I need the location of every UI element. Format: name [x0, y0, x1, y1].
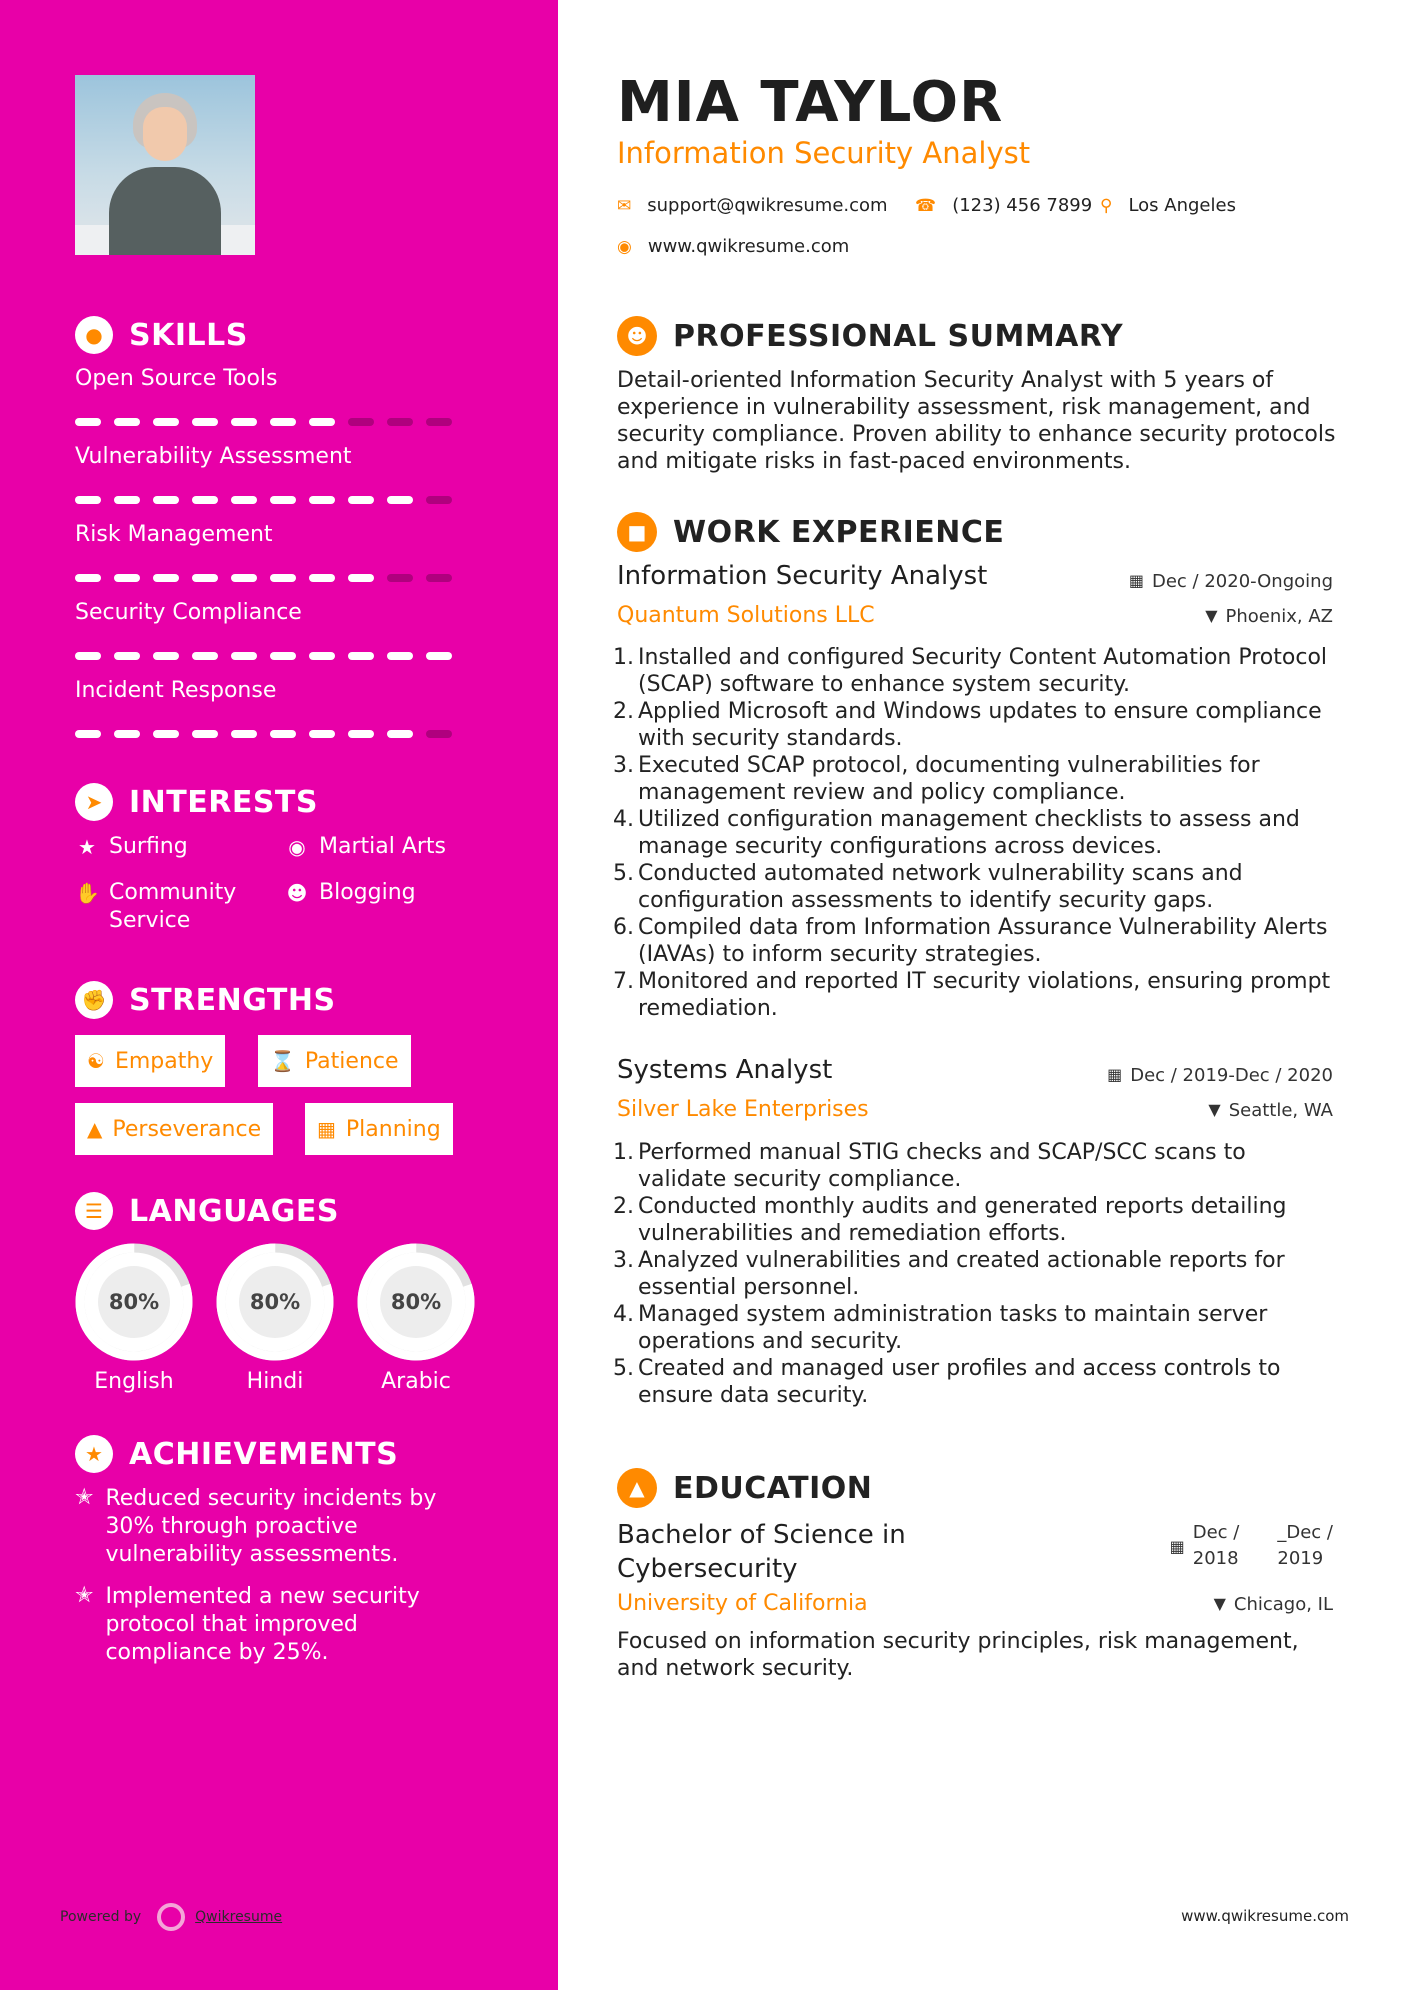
job-bullet [610, 752, 1340, 806]
skill-level-dot [426, 652, 452, 660]
job-location [1205, 606, 1333, 627]
experience-title: WORK EXPERIENCE [673, 514, 1005, 550]
skill-level-bar [75, 496, 452, 504]
job-bullet [610, 860, 1340, 914]
language-name: Hindi [246, 1369, 304, 1394]
hourglass-icon: ⌛ [270, 1049, 295, 1073]
calendar-icon: ▦ [1169, 1537, 1185, 1556]
education-end-year: 2019 [1277, 1548, 1324, 1569]
job-dates-text: Dec / 2019-Dec / 2020 [1130, 1065, 1333, 1086]
skill-level-dot [426, 418, 452, 426]
strength-empathy [75, 1035, 225, 1087]
shooting-star-icon: ✭ [75, 1583, 94, 1608]
skill-level-dot [231, 574, 257, 582]
bullet-text: Installed and configured Security Content Automation Protocol (SCAP) software to enhance system security. [638, 645, 1328, 697]
interest-martial-arts [285, 833, 446, 861]
contact-location [1100, 195, 1236, 216]
skill-level-dot [348, 418, 374, 426]
calendar-icon: ▦ [317, 1117, 336, 1141]
languages-header [75, 1192, 339, 1230]
skills-title: SKILLS [129, 317, 248, 353]
bullet-text: Managed system administration tasks to maintain server operations and security. [638, 1302, 1268, 1354]
skill-level-dot [114, 418, 140, 426]
interest-label: Surfing [109, 834, 188, 859]
skill-level-dot [231, 652, 257, 660]
bullet-text: Performed manual STIG checks and SCAP/SCC scans to validate security compliance. [638, 1140, 1246, 1192]
handshake-icon: ☯ [87, 1049, 105, 1073]
job-title: Information Security Analyst [617, 561, 988, 591]
bullet-text: Applied Microsoft and Windows updates to ensure compliance with security standards. [638, 699, 1322, 751]
skill-level-dot [426, 730, 452, 738]
job-bullet [610, 806, 1340, 860]
skill-level-dot [309, 730, 335, 738]
bullet-text: Executed SCAP protocol, documenting vulnerabilities for management review and policy compliance. [638, 753, 1260, 805]
skill-level-dot [348, 652, 374, 660]
skill-level-dot [192, 652, 218, 660]
hand-icon: ✋ [75, 881, 100, 905]
skill-level-dot [192, 496, 218, 504]
bullet-text: Utilized configuration management checklists to assess and manage security configurations across devices. [638, 807, 1300, 859]
languages-title: LANGUAGES [129, 1193, 339, 1229]
skill-level-dot [387, 652, 413, 660]
strength-patience [258, 1035, 411, 1087]
skill-level-dot [153, 574, 179, 582]
job-dates [1129, 571, 1333, 592]
education-start [1193, 1520, 1240, 1572]
job-bullets [610, 644, 1340, 1022]
skill-name: Open Source Tools [75, 366, 278, 391]
bullet-number: 5. [613, 861, 634, 886]
job-bullet [610, 968, 1340, 1022]
education-end-month: _Dec / [1277, 1522, 1333, 1543]
skill-level-dot [153, 652, 179, 660]
interests-header [75, 783, 318, 821]
skill-level-dot [309, 574, 335, 582]
contact-phone [915, 195, 1092, 216]
globe-icon: ◉ [617, 236, 632, 257]
skill-level-dot [309, 652, 335, 660]
contact-email[interactable] [617, 195, 888, 216]
bullet-number: 2. [613, 699, 634, 724]
strengths-title: STRENGTHS [129, 982, 336, 1018]
skill-level-dot [387, 496, 413, 504]
job-location-text: Seattle, WA [1228, 1100, 1333, 1121]
skill-level-dot [309, 418, 335, 426]
user-icon: ☻ [617, 316, 657, 356]
bullet-text: Analyzed vulnerabilities and created actionable reports for essential personnel. [638, 1248, 1285, 1300]
powered-by-label: Powered by [60, 1909, 142, 1925]
education-start-year: 2018 [1192, 1548, 1239, 1569]
skill-level-bar [75, 574, 452, 582]
skill-level-dot [75, 496, 101, 504]
skill-level-bar [75, 730, 452, 738]
skill-level-bar [75, 652, 452, 660]
skill-level-dot [192, 418, 218, 426]
job-bullet [610, 698, 1340, 752]
bullet-number: 1. [613, 645, 634, 670]
skill-level-dot [348, 574, 374, 582]
skill-level-dot [231, 496, 257, 504]
skill-name: Risk Management [75, 522, 273, 547]
achievement-item [75, 1485, 475, 1569]
education-text: Focused on information security principles, risk management, and network security. [617, 1629, 1299, 1681]
job-bullet [610, 1193, 1340, 1247]
person-name: MIA TAYLOR [617, 70, 1004, 135]
skill-level-dot [75, 652, 101, 660]
bullet-number: 7. [613, 969, 634, 994]
interest-surfing [75, 833, 188, 861]
bullet-number: 4. [613, 1302, 634, 1327]
job-dates [1107, 1065, 1333, 1086]
bullet-text: Compiled data from Information Assurance Vulnerability Alerts (IAVAs) to inform security strategies. [638, 915, 1328, 967]
strength-label: Perseverance [112, 1116, 262, 1142]
paper-plane-icon: ➤ [75, 783, 113, 821]
experience-header [617, 512, 1004, 552]
interest-label: Martial Arts [319, 834, 447, 859]
strength-label: Empathy [114, 1048, 214, 1074]
skill-level-dot [387, 574, 413, 582]
translate-icon: ☰ [75, 1192, 113, 1230]
achievement-text: Reduced security incidents by 30% through proactive vulnerability assessments. [105, 1486, 437, 1567]
pushpin-icon: ▼ [1208, 1100, 1221, 1119]
fist-icon: ✊ [75, 981, 113, 1019]
map-pin-icon: ⚲ [1100, 195, 1113, 216]
skill-level-dot [114, 652, 140, 660]
globe-icon: ◉ [288, 835, 306, 859]
skill-level-dot [348, 730, 374, 738]
language-item [73, 1241, 195, 1394]
language-percent: 80% [108, 1290, 160, 1314]
education-end [1277, 1520, 1333, 1572]
achievements-header [75, 1435, 398, 1473]
pushpin-icon: ▼ [1213, 1594, 1226, 1613]
phone-text: (123) 456 7899 [952, 195, 1093, 216]
lightbulb-icon: ● [75, 316, 113, 354]
skill-level-dot [192, 730, 218, 738]
education-start-month: Dec / [1192, 1522, 1240, 1543]
achievements-title: ACHIEVEMENTS [129, 1436, 399, 1472]
skill-level-dot [270, 574, 296, 582]
degree-line-2: Cybersecurity [617, 1554, 798, 1584]
skill-level-dot [387, 730, 413, 738]
bullet-number: 3. [613, 1248, 634, 1273]
contact-website[interactable] [617, 236, 849, 257]
skill-level-dot [270, 652, 296, 660]
job-company: Silver Lake Enterprises [617, 1097, 869, 1122]
skill-level-dot [75, 574, 101, 582]
location-text: Los Angeles [1128, 195, 1236, 216]
job-location [1208, 1100, 1333, 1121]
strengths-header [75, 981, 336, 1019]
skill-name: Security Compliance [75, 600, 302, 625]
education-location-text: Chicago, IL [1233, 1594, 1333, 1615]
job-bullet [610, 1301, 1340, 1355]
interests-title: INTERESTS [129, 784, 318, 820]
skill-level-dot [114, 496, 140, 504]
bullet-text: Conducted automated network vulnerability scans and configuration assessments to identify security gaps. [638, 861, 1243, 913]
job-location-text: Phoenix, AZ [1225, 606, 1333, 627]
degree-title [617, 1518, 906, 1586]
bullet-number: 3. [613, 753, 634, 778]
skill-level-dot [426, 574, 452, 582]
skill-level-dot [153, 730, 179, 738]
achievement-text: Implemented a new security protocol that improved compliance by 25%. [105, 1584, 420, 1665]
education-header [617, 1468, 872, 1508]
bullet-text: Monitored and reported IT security violations, ensuring prompt remediation. [638, 969, 1331, 1021]
bullet-number: 5. [613, 1356, 634, 1381]
strength-perseverance [75, 1103, 273, 1155]
skill-level-dot [75, 730, 101, 738]
star-badge-icon: ★ [75, 1435, 113, 1473]
skill-level-dot [192, 574, 218, 582]
road-icon: ▲ [87, 1117, 103, 1141]
job-bullet [610, 914, 1340, 968]
skill-level-dot [114, 730, 140, 738]
skill-level-dot [231, 730, 257, 738]
footer-url[interactable]: www.qwikresume.com [1181, 1907, 1349, 1925]
users-icon: ☻ [286, 881, 308, 905]
phone-icon: ☎ [915, 195, 937, 216]
interest-label: Community Service [109, 880, 237, 933]
interest-blogging [285, 879, 416, 907]
bullet-number: 2. [613, 1194, 634, 1219]
bullet-number: 1. [613, 1140, 634, 1165]
skill-level-dot [270, 496, 296, 504]
skill-name: Vulnerability Assessment [75, 444, 352, 469]
skill-level-dot [387, 418, 413, 426]
qwikresume-link[interactable]: Qwikresume [195, 1909, 283, 1925]
language-percent: 80% [390, 1290, 442, 1314]
language-item [214, 1241, 336, 1394]
language-percent: 80% [249, 1290, 301, 1314]
summary-text: Detail-oriented Information Security Analyst with 5 years of experience in vulnerability assessment, risk management, and security compliance. Proven ability to enhance security protocols and mitigate risks in fast-paced environments. [617, 368, 1336, 474]
job-title: Systems Analyst [617, 1055, 833, 1085]
achievement-item [75, 1583, 475, 1667]
job-bullet [610, 644, 1340, 698]
job-bullet [610, 1355, 1340, 1409]
education-title: EDUCATION [673, 1470, 873, 1506]
skill-level-dot [114, 574, 140, 582]
calendar-icon: ▦ [1128, 571, 1144, 590]
summary-title: PROFESSIONAL SUMMARY [673, 318, 1124, 354]
school-name: University of California [617, 1591, 868, 1616]
graduation-cap-icon: ▲ [617, 1468, 657, 1508]
language-name: English [94, 1369, 174, 1394]
shooting-star-icon: ✭ [75, 1485, 94, 1510]
skill-level-dot [75, 418, 101, 426]
skill-level-dot [309, 496, 335, 504]
skill-level-dot [153, 418, 179, 426]
website-text: www.qwikresume.com [647, 236, 850, 257]
language-item [355, 1241, 477, 1394]
briefcase-icon: ■ [617, 512, 657, 552]
sidebar [0, 0, 558, 1990]
qwikresume-logo-icon [157, 1903, 185, 1931]
skill-level-dot [153, 496, 179, 504]
skill-level-bar [75, 418, 452, 426]
education-location [1214, 1594, 1333, 1615]
skill-name: Incident Response [75, 678, 277, 703]
skill-level-dot [426, 496, 452, 504]
skill-level-dot [348, 496, 374, 504]
envelope-icon: ✉ [617, 195, 632, 216]
job-bullet [610, 1139, 1340, 1193]
strength-planning [305, 1103, 453, 1155]
strength-label: Patience [304, 1048, 399, 1074]
job-dates-text: Dec / 2020-Ongoing [1152, 571, 1333, 592]
degree-line-1: Bachelor of Science in [617, 1520, 906, 1550]
bullet-text: Conducted monthly audits and generated reports detailing vulnerabilities and remediation efforts. [638, 1194, 1287, 1246]
job-bullets [610, 1139, 1340, 1409]
summary-header [617, 316, 1123, 356]
language-name: Arabic [381, 1369, 451, 1394]
person-title: Information Security Analyst [617, 136, 1031, 170]
bullet-text: Created and managed user profiles and access controls to ensure data security. [638, 1356, 1281, 1408]
skill-level-dot [231, 418, 257, 426]
calendar-icon: ▦ [1107, 1065, 1123, 1084]
job-bullet [610, 1247, 1340, 1301]
interest-label: Blogging [319, 880, 416, 905]
skill-level-dot [270, 730, 296, 738]
skills-header [75, 316, 248, 354]
bullet-number: 4. [613, 807, 634, 832]
education-dates [1170, 1520, 1333, 1572]
interest-community-service [75, 879, 265, 935]
strength-label: Planning [345, 1116, 441, 1142]
email-text: support@qwikresume.com [647, 195, 888, 216]
skill-level-dot [270, 418, 296, 426]
job-company: Quantum Solutions LLC [617, 603, 875, 628]
bullet-number: 6. [613, 915, 634, 940]
profile-photo [75, 75, 255, 255]
pushpin-icon: ▼ [1205, 606, 1218, 625]
star-icon: ★ [78, 835, 96, 859]
powered-by [60, 1903, 282, 1931]
